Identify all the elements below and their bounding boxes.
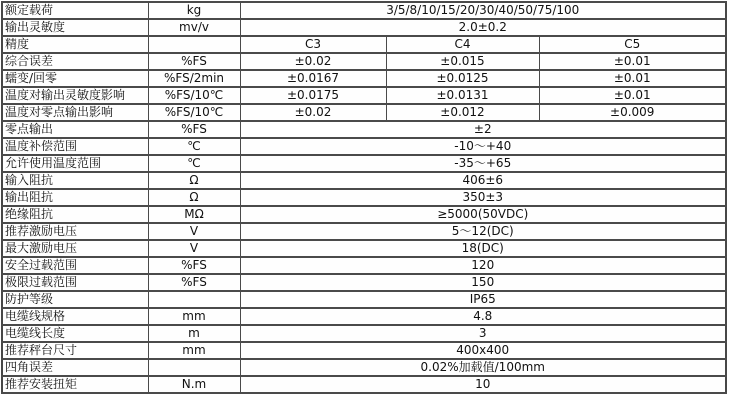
spec-value: 350±3 <box>240 189 726 206</box>
table-row <box>2 274 726 291</box>
spec-unit: %FS/2min <box>148 70 240 87</box>
spec-name: 安全过载范围 <box>2 257 148 274</box>
spec-unit: %FS/10℃ <box>148 104 240 121</box>
spec-value: ±0.02 <box>240 53 386 70</box>
spec-unit: mv/v <box>148 19 240 36</box>
spec-value: ±0.009 <box>539 104 726 121</box>
spec-name: 温度对零点输出影响 <box>2 104 148 121</box>
spec-unit: Ω <box>148 189 240 206</box>
spec-unit <box>148 359 240 376</box>
spec-unit: m <box>148 325 240 342</box>
spec-name: 推荐激励电压 <box>2 223 148 240</box>
spec-value: 150 <box>240 274 726 291</box>
table-row <box>2 206 726 223</box>
spec-unit: mm <box>148 308 240 325</box>
table-row <box>2 87 726 104</box>
spec-value: 406±6 <box>240 172 726 189</box>
table-row <box>2 342 726 359</box>
spec-name: 零点输出 <box>2 121 148 138</box>
spec-name: 四角误差 <box>2 359 148 376</box>
table-row <box>2 172 726 189</box>
spec-name: 额定载荷 <box>2 2 148 19</box>
spec-unit: kg <box>148 2 240 19</box>
spec-value: ±0.0125 <box>386 70 539 87</box>
spec-value: C3 <box>240 36 386 53</box>
spec-unit: Ω <box>148 172 240 189</box>
table-row <box>2 376 726 393</box>
table-row <box>2 223 726 240</box>
table-row <box>2 308 726 325</box>
spec-name: 温度对输出灵敏度影响 <box>2 87 148 104</box>
spec-value: C4 <box>386 36 539 53</box>
table-row <box>2 189 726 206</box>
table-row <box>2 240 726 257</box>
spec-unit: V <box>148 223 240 240</box>
spec-value: 10 <box>240 376 726 393</box>
spec-name: 最大激励电压 <box>2 240 148 257</box>
spec-name: 蠕变/回零 <box>2 70 148 87</box>
spec-value: 3 <box>240 325 726 342</box>
spec-unit: %FS <box>148 274 240 291</box>
spec-unit: ℃ <box>148 155 240 172</box>
spec-value: 4.8 <box>240 308 726 325</box>
spec-value: 0.02%加载值/100mm <box>240 359 726 376</box>
spec-unit: MΩ <box>148 206 240 223</box>
table-row <box>2 70 726 87</box>
spec-value: ±0.01 <box>539 53 726 70</box>
spec-value: ±0.0175 <box>240 87 386 104</box>
spec-value: ±2 <box>240 121 726 138</box>
table-row <box>2 359 726 376</box>
table-row <box>2 155 726 172</box>
spec-value: 120 <box>240 257 726 274</box>
spec-unit: %FS <box>148 53 240 70</box>
spec-name: 电缆线规格 <box>2 308 148 325</box>
spec-name: 输出阻抗 <box>2 189 148 206</box>
spec-unit: N.m <box>148 376 240 393</box>
table-row <box>2 325 726 342</box>
spec-unit: %FS <box>148 121 240 138</box>
spec-name: 输出灵敏度 <box>2 19 148 36</box>
spec-unit <box>148 291 240 308</box>
spec-name: 温度补偿范围 <box>2 138 148 155</box>
spec-value: 2.0±0.2 <box>240 19 726 36</box>
spec-name: 电缆线长度 <box>2 325 148 342</box>
table-row <box>2 138 726 155</box>
spec-name: 允许使用温度范围 <box>2 155 148 172</box>
spec-value: ±0.012 <box>386 104 539 121</box>
table-row <box>2 104 726 121</box>
table-row <box>2 121 726 138</box>
spec-value: IP65 <box>240 291 726 308</box>
table-row <box>2 291 726 308</box>
spec-name: 推荐秤台尺寸 <box>2 342 148 359</box>
spec-name: 推荐安装扭矩 <box>2 376 148 393</box>
table-row <box>2 19 726 36</box>
spec-name: 综合误差 <box>2 53 148 70</box>
spec-value: ±0.0167 <box>240 70 386 87</box>
spec-name: 极限过载范围 <box>2 274 148 291</box>
spec-value: ±0.01 <box>539 70 726 87</box>
spec-name: 精度 <box>2 36 148 53</box>
table-row <box>2 2 726 19</box>
spec-value: 18(DC) <box>240 240 726 257</box>
spec-unit: %FS/10℃ <box>148 87 240 104</box>
spec-table <box>1 1 727 394</box>
spec-unit <box>148 36 240 53</box>
spec-value: 5～12(DC) <box>240 223 726 240</box>
table-row <box>2 53 726 70</box>
table-row <box>2 257 726 274</box>
spec-value: ±0.015 <box>386 53 539 70</box>
table-row <box>2 36 726 53</box>
spec-unit: mm <box>148 342 240 359</box>
spec-value: C5 <box>539 36 726 53</box>
spec-value: ±0.02 <box>240 104 386 121</box>
spec-name: 输入阻抗 <box>2 172 148 189</box>
spec-unit: ℃ <box>148 138 240 155</box>
spec-value: -35～+65 <box>240 155 726 172</box>
spec-value: -10～+40 <box>240 138 726 155</box>
spec-unit: V <box>148 240 240 257</box>
spec-table-body <box>2 2 726 393</box>
spec-value: ≥5000(50VDC) <box>240 206 726 223</box>
spec-value: ±0.0131 <box>386 87 539 104</box>
spec-unit: %FS <box>148 257 240 274</box>
spec-name: 防护等级 <box>2 291 148 308</box>
spec-value: ±0.01 <box>539 87 726 104</box>
spec-value: 3/5/8/10/15/20/30/40/50/75/100 <box>240 2 726 19</box>
spec-value: 400x400 <box>240 342 726 359</box>
spec-name: 绝缘阻抗 <box>2 206 148 223</box>
